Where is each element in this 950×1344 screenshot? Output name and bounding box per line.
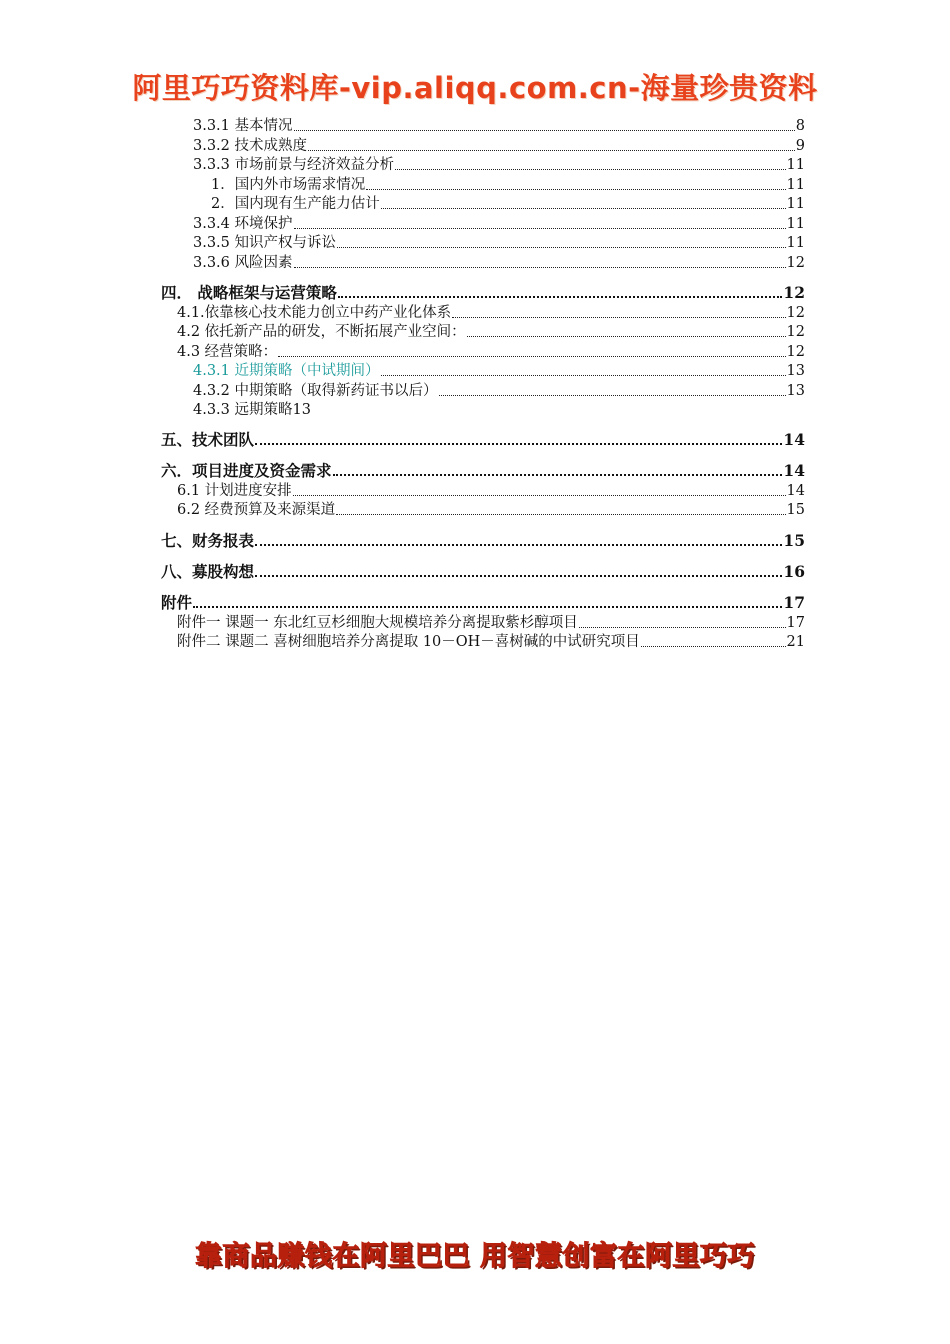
toc-entry[interactable]: 八、募股构想 16 <box>161 562 805 581</box>
toc-entry[interactable]: 五、技术团队 14 <box>161 430 805 449</box>
toc-entry[interactable]: 3.3.6 风险因素 12 <box>193 255 805 271</box>
toc-entry[interactable]: 2．国内现有生产能力估计 11 <box>211 196 805 212</box>
toc-entry[interactable]: 3.3.4 环境保护 11 <box>193 216 805 232</box>
footer-banner: 靠商品赚钱在阿里巴巴 用智慧创富在阿里巧巧 <box>195 1241 755 1272</box>
toc-entry[interactable]: 附件一 课题一 东北红豆杉细胞大规模培养分离提取紫杉醇项目 17 <box>177 615 805 631</box>
toc-entry[interactable]: 六．项目进度及资金需求 14 <box>161 461 805 480</box>
toc-entry[interactable]: 4.2 依托新产品的研发，不断拓展产业空间： 12 <box>177 324 805 340</box>
toc-entry[interactable]: 3.3.5 知识产权与诉讼 11 <box>193 235 805 251</box>
toc-entry[interactable]: 附件二 课题二 喜树细胞培养分离提取 10－OH－喜树碱的中试研究项目 21 <box>177 634 805 650</box>
toc-entry[interactable]: 4.3.3 远期策略13 <box>193 402 311 418</box>
toc-entry[interactable]: 1．国内外市场需求情况 11 <box>211 177 805 193</box>
toc-entry[interactable]: 6.2 经费预算及来源渠道 15 <box>177 502 805 518</box>
toc-entry[interactable]: 4.3.1 近期策略（中试期间） 13 <box>193 363 805 379</box>
toc-entry[interactable]: 3.3.3 市场前景与经济效益分析 11 <box>193 157 805 173</box>
toc-entry[interactable]: 4.1.依靠核心技术能力创立中药产业化体系 12 <box>177 305 805 321</box>
toc-entry[interactable]: 6.1 计划进度安排 14 <box>177 483 805 499</box>
toc-entry[interactable]: 4.3 经营策略： 12 <box>177 344 805 360</box>
toc-entry[interactable]: 3.3.2 技术成熟度 9 <box>193 138 805 154</box>
toc-entry[interactable]: 四． 战略框架与运营策略 12 <box>161 283 805 302</box>
toc-entry[interactable]: 七、财务报表 15 <box>161 531 805 550</box>
toc-entry[interactable]: 附件 17 <box>161 593 805 612</box>
toc-entry[interactable]: 3.3.1 基本情况 8 <box>193 118 805 134</box>
toc-entry[interactable]: 4.3.2 中期策略（取得新药证书以后） 13 <box>193 383 805 399</box>
header-banner: 阿里巧巧资料库-vip.aliqq.com.cn-海量珍贵资料 <box>132 71 818 105</box>
